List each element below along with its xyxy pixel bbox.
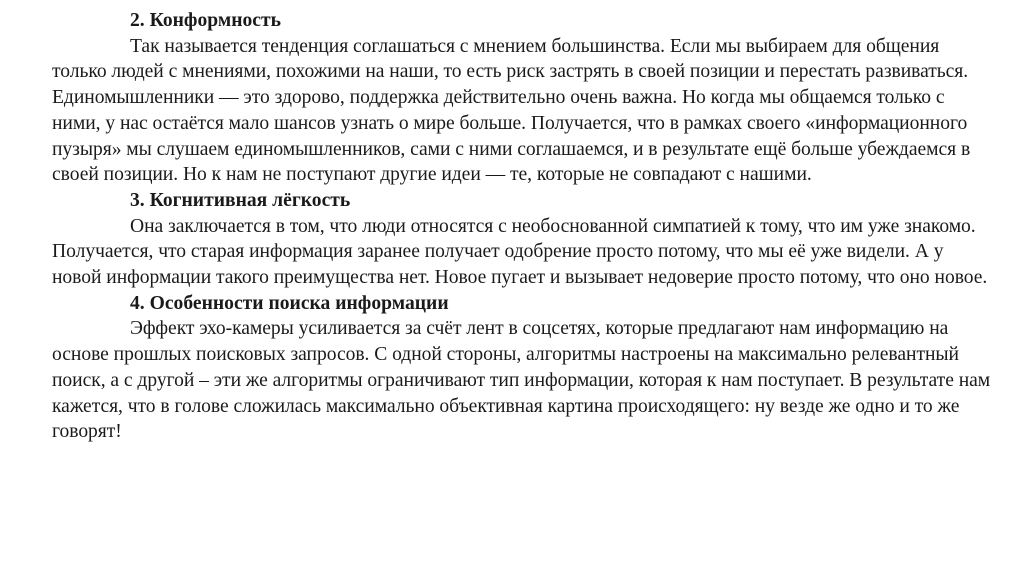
section-paragraph: Эффект эхо-камеры усиливается за счёт лент в соцсетях, которые предлагают нам информацию на основе прошлых поисковых запросов. С одной стороны, алгоритмы настроены на максимально релевантный поиск, а с другой – эти же алгоритмы ограничивают тип информации, которая к нам поступает. В результате нам кажется, что в голове сложилась максимально объективная картина происходящего: ну везде же одно и то же говорят! xyxy=(52,318,991,443)
section-cognitive-ease xyxy=(52,188,992,291)
section-heading: 4. Особенности поиска информации xyxy=(130,292,449,314)
section-paragraph: Так называется тенденция соглашаться с мнением большинства. Если мы выбираем для общения только людей с мнениями, похожими на наши, то есть риск застрять в своей позиции и перестать развиваться. Единомышленники — это здорово, поддержка действительно очень важна. Но когда мы общаемся только с ними, у нас остаётся мало шансов узнать о мире больше. Получается, что в рамках своего «информационного пузыря» мы слушаем единомышленников, сами с ними соглашаемся, и в результате ещё больше убеждаемся в своей позиции. Но к нам не поступают другие идеи — те, которые не совпадают с нашими. xyxy=(52,35,971,186)
section-conformity xyxy=(52,8,992,188)
section-search-features xyxy=(52,291,992,445)
slide-content xyxy=(52,8,992,445)
section-heading: 2. Конформность xyxy=(130,10,281,31)
section-heading: 3. Когнитивная лёгкость xyxy=(130,189,351,211)
section-paragraph: Она заключается в том, что люди относятся с необоснованной симпатией к тому, что им уже знакомо. Получается, что старая информация заранее получает одобрение просто потому, что мы её уже видели. А у новой информации такого преимущества нет. Новое пугает и вызывает недоверие просто потому, что оно новое. xyxy=(52,215,988,289)
